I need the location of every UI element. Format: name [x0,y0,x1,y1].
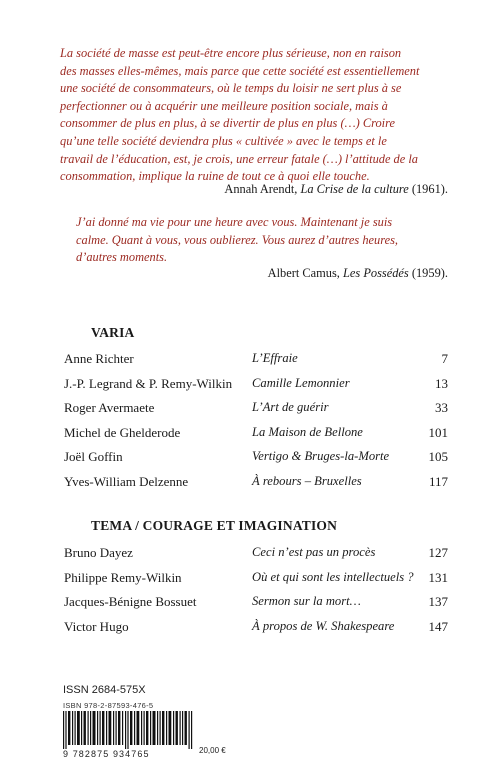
arendt-quote [60,45,456,186]
toc-page: 101 [428,424,448,440]
isbn-label: ISBN 978-2-87593-476-5 [63,701,154,710]
quote-line: une société de consommateurs, où le temps du loisir ne sert plus à se [60,81,402,96]
toc-author: Anne Richter [64,351,134,366]
attribution-work: La Crise de la culture [300,182,409,196]
tema-heading: TEMA / COURAGE ET IMAGINATION [91,518,338,533]
toc-entry [64,570,448,595]
toc-title: Ceci n’est pas un procès [252,545,376,559]
attribution-work: Les Possédés [343,266,409,280]
attribution-author: Albert Camus, [267,266,344,280]
toc-page: 13 [435,375,448,391]
quote-line: consommer de plus en plus, à se divertir de plus en plus (…) Croire [60,116,395,131]
toc-title: L’Effraie [252,351,298,365]
toc-author: Joël Goffin [64,449,123,464]
attribution-year: (1959). [408,266,448,280]
varia-heading: VARIA [91,325,135,340]
toc-author: Victor Hugo [64,618,129,634]
toc-author: Philippe Remy-Wilkin [64,569,182,585]
toc-entry [64,425,448,450]
toc-entry [64,474,448,499]
toc-title: Où et qui sont les intellectuels ? [252,569,414,584]
quote-line: consommation, implique la ruine de tout ce à quoi elle touche. [60,169,370,184]
quote-line: qu’une telle société deviendra plus « cultivée » avec le temps et le [60,133,387,148]
quote-line: J’ai donné ma vie pour une heure avec vous. Maintenant je suis [76,215,393,229]
barcode-number: 9 782875 934765 [63,749,150,759]
toc-author: Yves-William Delzenne [64,473,189,489]
toc-author: Bruno Dayez [64,545,133,560]
toc-page: 105 [428,449,448,464]
price-label: 20,00 € [199,746,226,755]
toc-title: Vertigo & Bruges-la-Morte [252,449,390,463]
varia-toc [64,351,448,498]
tema-toc [64,545,448,643]
quote-line: calme. Quant à vous, vous oublierez. Vous aurez d’autres heures, [76,232,398,247]
toc-author: Michel de Ghelderode [64,424,181,440]
attribution-author: Annah Arendt, [224,182,301,196]
toc-page: 33 [435,400,448,415]
toc-page: 7 [441,351,448,366]
attribution-year: (1961). [408,182,448,196]
quote-line: travail de l’éducation, est, je crois, une erreur fatale (…) l’attitude de la [60,151,418,166]
toc-page: 117 [428,473,448,489]
toc-title: À propos de W. Shakespeare [252,618,395,633]
toc-author: Jacques-Bénigne Bossuet [64,594,197,609]
quote-line: des masses elles-mêmes, mais parce que cette société est essentiellement [60,63,420,78]
toc-page: 127 [428,545,448,560]
toc-page: 137 [428,594,448,609]
toc-author: Roger Avermaete [64,400,155,415]
toc-entry [64,594,448,619]
toc-entry [64,449,448,474]
issn-label: ISSN 2684-575X [63,684,146,696]
barcode-image [63,711,195,749]
toc-entry [64,400,448,425]
quote-line: perfectionner ou à acquérir une meilleure position sociale, mais à [60,98,388,113]
toc-title: Sermon sur la mort… [252,594,361,608]
toc-page: 147 [428,618,448,634]
arendt-attribution [224,182,448,197]
toc-entry [64,351,448,376]
toc-title: À rebours – Bruxelles [252,473,362,488]
toc-title: L’Art de guérir [252,400,329,414]
toc-title: La Maison de Bellone [252,424,363,439]
quote-line: d’autres moments. [76,250,168,265]
camus-attribution [268,266,448,281]
toc-entry [64,376,448,401]
toc-entry [64,545,448,570]
toc-title: Camille Lemonnier [252,375,350,390]
toc-author: J.-P. Legrand & P. Remy-Wilkin [64,375,233,391]
camus-quote [76,214,456,267]
toc-entry [64,619,448,644]
toc-page: 131 [428,569,448,585]
quote-line: La société de masse est peut-être encore plus sérieuse, non en raison [60,46,402,60]
